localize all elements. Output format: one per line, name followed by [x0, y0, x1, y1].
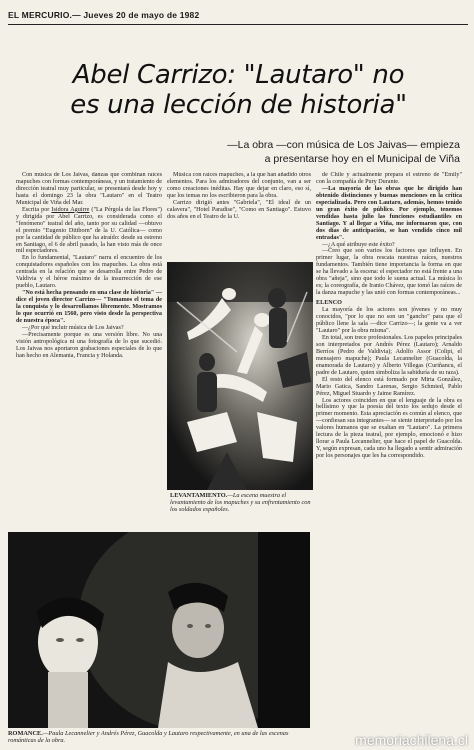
caption-text: —Paula Lecannelier y Andrés Pérez, Guacolda y Lautaro respectivamente, en una de las escenas románticas de la obra.: [8, 730, 289, 745]
paragraph: El resto del elenco está formado por Mirta González, Mario Gatica, Sandro Larenas, Sergio Schmied, Pablo Pérez, Miguel Stuardo y Jaime Ramírez.: [316, 376, 462, 397]
photo-romance: [8, 532, 310, 728]
paragraph: —Precisamente porque es una versión libre. No una visión antropológica ni una fotografía de lo que sucedió. Los Jaivas nos aportaron grabaciones especiales de lo que han hecho en Alemania, Francia y Holanda.: [16, 331, 162, 359]
watermark: memoriachilena.cl: [355, 732, 468, 748]
paragraph: Con música de Los Jaivas, danzas que combinan raíces mapuches con formas contemporáneas, y un tratamiento de dirección teatral muy particular, se presentará desde hoy y hasta el domingo 23 la obra "Lautaro" en el Teatro Municipal de Viña del Mar.: [16, 172, 162, 206]
caption-label: ROMANCE.: [8, 730, 43, 737]
article-column-3: [316, 172, 462, 728]
paragraph: [16, 207, 162, 256]
bold-quote: —La mayoría de las obras que he dirigido han obtenido distinciones y buenas menciones en la crítica especializada. Pero con Lautaro, además, hemos tenido un gran éxito de público. Por ejemplo, tenemos vendidas hasta julio las funciones estudiantiles en Santiago. Y al llegar a Viña, me informaron que, con dos días de anticipación, se han vendido cinco mil entradas".: [316, 185, 462, 241]
question: —¿Por qué incluir música de Los Jaivas?: [22, 324, 124, 331]
author-name: Isidora Aguirre: [51, 206, 90, 213]
paragraph: —Creo que son varios los factores que influyen. En primer lugar, la obra rescata nuestras raíces, nuestros fundamentos. También tiene importancia la forma en que se ha llevado a la escena: el espectador no está frente a una obra "añeja", sino que todo le suena actual. La música lo es; la coreografía, de Iranio Chávez, que tomó las raíces de la danza mapuche y las unió con formas contemporáneas...: [316, 248, 462, 297]
text-span: Escrita por: [22, 206, 52, 213]
caption-text: —La escena muestra el levantamiento de los mapuches y su enfrentamiento con los soldados españoles.: [170, 492, 311, 514]
caption-romance: [8, 730, 310, 744]
quote-paragraph: [16, 290, 162, 325]
paragraph: En total, son trece profesionales. Los papeles principales son interpretados por Andrés Pérez (Lautaro); Arnaldo Berríos (Pedro de Valdivia); Adolfo Assor (Colipi, el mensajero mapuche); Paula Lecannelier (Guacolda, la enamorada de Lautaro) y Alberto Villegas (Curiñancu, el padre de Lautaro, quien simboliza la sabiduría de su raza).: [316, 334, 462, 376]
article-column-2: [167, 172, 311, 268]
question: —¿A qué atribuye este éxito?: [322, 241, 395, 248]
text-span: ("La Pérgola de las Flores") y dirigida por Abel Carrizo, es considerada como el "fenómeno" teatral del año, tanto por su calidad —obtuvo el premio "Eugenio Dittborn" de la U. Católica— como por la cantidad de público que ha atraído: desde su estreno en Santiago, el 6 de abril pasado, la han visto más de once mil espectadores.: [16, 206, 162, 255]
headline-line-1: Abel Carrizo: "Lautaro" no: [72, 60, 405, 90]
article-column-1: [16, 172, 162, 584]
subhead-line-2: a presentarse hoy en el Municipal de Viña: [264, 153, 460, 165]
subhead-line-1: —La obra —con música de Los Jaivas— empieza: [227, 139, 460, 151]
masthead-rule: [8, 24, 468, 25]
section-title: ELENCO: [316, 300, 342, 307]
paragraph: Música con raíces mapuches, a la que han añadido otros elementos. Para los admiradores del conjunto, van a ser como creaciones inéditas. Hay que dejar en claro, eso sí, que los temas no los escribieron para la obra.: [167, 172, 311, 199]
quote-paragraph: [316, 186, 462, 242]
masthead: EL MERCURIO.— Jueves 20 de mayo de 1982: [8, 10, 200, 20]
subhead: [60, 138, 460, 166]
paragraph: Carrizo dirigió antes "Gabriela", "El ideal de un calavera", "Hotel Paradise", "Como en Santiago". Estuvo dos años en el Teatro de la U.: [167, 199, 311, 220]
paragraph: Los actores coinciden en que el lenguaje de la obra es bellísimo y que la poesía del texto los sedujo desde el primer momento. Esta apreciación es común al elenco, que —confiesan sus integrantes— se siente interpretado por los valores humanos que se exaltan en "Lautaro". La primera lectura de la pieza teatral, por ejemplo, emocionó e hizo llorar a Paula Lecannelier, que hace el papel de Guacolda. Y, según expresan, cada uno ha llegado a sentir admiración por los personajes que les ha correspondido.: [316, 397, 462, 460]
caption-levantamiento: [170, 492, 312, 514]
paragraph: La mayoría de los actores son jóvenes y no muy conocidos, "por lo que no son un "gancho" para que el público llene la sala —dice Carrizo—; la gente va a ver "Lautaro" por la obra misma".: [316, 307, 462, 334]
paragraph: de Chile y actualmente prepara el estreno de "Emily" con la compañía de Pury Durante.: [316, 172, 462, 185]
headline-line-2: es una lección de historia": [70, 90, 407, 120]
headline: [16, 60, 461, 120]
paragraph: En lo fundamental, "Lautaro" narra el encuentro de los conquistadores españoles con los mapuches. La obra está centrada en la relación que se desarrolla entre Pedro de Valdivia y el héroe máximo de la insurrección de ese pueblo, Lautaro.: [16, 255, 162, 290]
caption-label: LEVANTAMIENTO.: [170, 492, 228, 499]
bold-quote: "No está hecha pensando en una clase de historia" —dice el joven director Carrizo— "Tomamos el tema de la conquista y lo desarrollamos libremente. Mostramos lo que ocurrió en 1560, pero visto desde la perspectiva de nuestra época".: [16, 290, 162, 325]
photo-levantamiento: [167, 262, 313, 490]
